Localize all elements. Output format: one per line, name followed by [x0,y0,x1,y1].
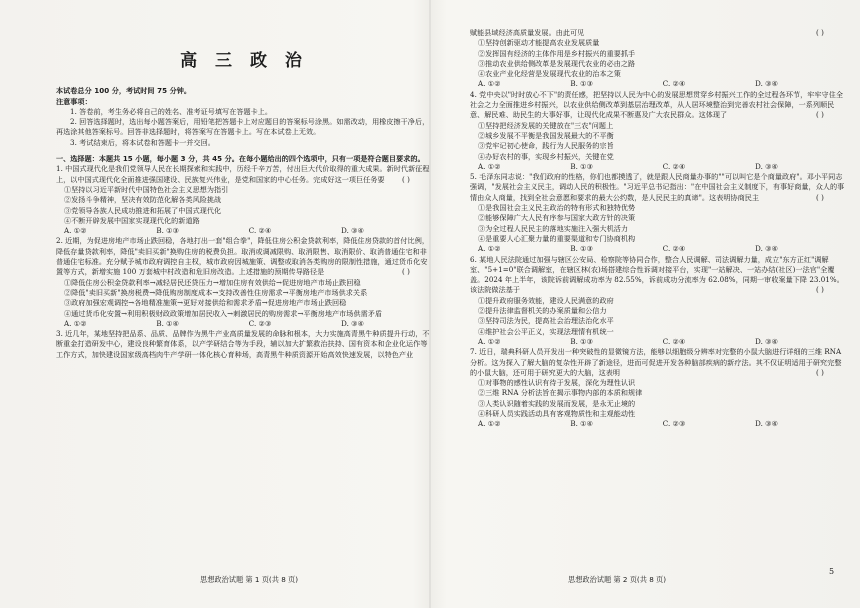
option-d: D. ③④ [755,161,778,171]
option-d: D. ③④ [755,244,778,254]
question-3-stem: 3. 近几年，某地坚持把品系、品质、品牌作为黑牛产业高质量发展的命脉和根本，大力实施高青黑牛种质提升行动，不断重金打造研发中心，建设良种繁育体系，以产学研结合等为手段，辅以加大扩繁救治扶持、国有资本和企业化运作等工作方式，加快建设国家级高档肉牛产学研一体化核心育种场，高青黑牛种质资源开始高效快速发展，以特色产业 [56,329,430,359]
answer-options [470,419,778,429]
option-c: C. ②④ [662,161,686,171]
statement: ④通过货币化安置→利用积极财政政策增加居民收入→刺激居民的购房需求→平衡房地产市场供需矛盾 [64,308,383,318]
question-3-cont: 赋能县域经济高质量发展。由此可见 ( ) [470,28,824,37]
statement: ②三维 RNA 分析法旨在揭示事物内部的本质和规律 [478,388,643,398]
answer-options [470,79,778,89]
statement: ①坚持把经济发展的关键放在"三农"问题上 [478,120,614,130]
question-7 [470,347,846,429]
option-b: B. ①③ [156,226,180,236]
option-b: B. ①③ [570,79,594,89]
statement: ④办好农村的事，实现乡村振兴，关键在党 [478,151,614,161]
option-b: B. ①④ [570,419,594,429]
option-b: B. ①③ [570,336,594,346]
statement: ①坚持创新驱动才能提高农业发展质量 [478,38,600,48]
option-d: D. ③④ [755,336,778,346]
statement: ①提升政府服务效能，建设人民满意的政府 [478,295,614,305]
option-a: A. ①② [478,336,501,346]
question-4 [470,90,846,172]
statement: ①降低住房公积金贷款利率→减轻居民还贷压力→增加住房有效供给→促进房地产市场止跌回稳 [64,277,361,287]
statement: ③政府加强宏观调控→各地精准施策→更好对接供给和需求矛盾→促进房地产市场止跌回稳 [64,298,347,308]
option-c: C. ②④ [662,79,686,89]
option-d: D. ③④ [341,226,364,236]
statement: ④农业产业化经营是发展现代农业的治本之策 [478,69,621,79]
question-stem: 4. 党中央以"时时放心不下"的责任感，把坚持以人民为中心的发展思想贯穿乡村振兴工作的全过程各环节，牢牢守住全社会之力全面推进乡村振兴，以农业供给侧改革到基层治理改革，从人居环境整治到完善农村社会保障，一系列顺民意、解民难、助民生的大事好事，让现代化成果不断惠及广大农民群众。这体现了 ( ) [470,89,843,120]
statement: ④是重要人心汇聚力量的重要渠道和专门协商机构 [478,233,636,243]
exam-intro: 本试卷总分 100 分，考试时间 75 分钟。 [56,86,192,96]
question-5 [470,172,846,254]
option-d: D. ③④ [755,79,778,89]
answer-options [470,244,778,254]
statement: ④科研人员实践活动具有客观物质性和主观能动性 [478,408,636,418]
answer-options [56,319,364,329]
statement: ③坚持司法为民，提高社会治理法治化水平 [478,316,614,326]
option-a: A. ①② [478,79,501,89]
notice-heading: 注意事项： [56,96,92,106]
option-a: A. ①② [64,318,87,328]
statement: ①是我国社会主义民主政治的特有形式和独特优势 [478,203,636,213]
question-stem: 6. 某地人民法院通过加强与辖区公安局、检察院等协同合作，整合人民调解、司法调解力量，成立"东方正红"调解室、"5+1=0"联合调解室，在辖区林(农)场搭建综合性诉调对接平台，实现"一站解决、一站办结(社区)一法官"全覆盖。2024 年上半年，该院诉前调解成功率为 82.55%，诉前成功分流率为 62.08%，同期一审收案量下降 23.01%。该法院做法基于 ( ) [470,254,844,295]
option-b: B. ①④ [156,318,180,328]
answer-options [56,226,364,236]
statement: ③人类认识随着实践的发展而发展，是永无止境的 [478,398,636,408]
question-stem: 1. 中国式现代化是我们党领导人民在长期探索和实践中，历经千辛万苦，付出巨大代价取得的重大成果。新时代新征程上，以中国式现代化全面推进强国建设、民族复兴伟业，是党和国家的中心任务。完成好这一项巨任务要 ( ) [56,164,430,184]
answer-options [470,337,778,347]
option-a: A. ①② [478,161,501,171]
question-stem: 7. 近日，瑞典科研人员开发出一种突破性的显微镜方法，能够以细胞级分辨率对完整的小鼠大脑进行详细的三维 RNA 分析。这为探入了解大脑的复杂性开辟了新途径，进而可促进开发各种脑部疾病的新疗法。其不仅证明适用于研究完整的小鼠大脑，还可用于研究更大的大脑，这表明 ( ) [470,347,842,377]
option-a: A. ①② [64,226,87,236]
statement: ②提升法律监督机关的办案质量和公信力 [478,306,607,316]
question-stem: 5. 毛泽东同志说："我们政府的性格，你们也都摸透了，就是跟人民商量办事的""可以叫它是个商量政府"。邓小平同志强调，"发展社会主义民主，调动人民的积极性。"习近平总书记指出："在中国社会主义制度下，有事好商量，众人的事情由众人商量，找到全社会意愿和要求的最大公约数，是人民民主的真谛"。这表明协商民主 ( ) [470,172,845,202]
option-d: D. ③④ [341,318,364,328]
statement: ③党牢记初心使命，践行为人民服务的宗旨 [478,141,614,151]
option-c: C. ②④ [248,226,272,236]
exam-title: 高 三 政 治 [180,51,308,71]
page-footer-right: 思想政治试题 第 2 页(共 8 页) [568,575,667,584]
question-2 [56,236,432,329]
statement: ③党领导各族人民成功推进和拓展了中国式现代化 [64,205,222,215]
section-heading: 一、选择题：本题共 15 小题，每小题 3 分，共 45 分。在每小题给出的四个选项中，只有一项是符合题目要求的。 [56,154,425,164]
statement: ②发挥国有经济的主体作用是乡村振兴的重要抓手 [478,48,636,58]
statement: ②能够保障广大人民有序参与国家大政方针的决策 [478,213,636,223]
option-c: C. ②④ [662,336,686,346]
statement: ③为全过程人民民主的落地实施注入强大机活力 [478,223,629,233]
statement: ④不断开辟发展中国家实现现代化的新道路 [64,215,200,225]
right-column [470,28,846,430]
option-b: B. ①③ [570,161,594,171]
answer-options [470,162,778,172]
statement: ①坚持以习近平新时代中国特色社会主义思想为指引 [64,184,229,194]
statement: ①对事物的感性认识有待于发展，深化为理性认识 [478,378,636,388]
option-a: A. ①② [478,419,501,429]
statement: ②城乡发展不平衡是我国发展最大的不平衡 [478,130,614,140]
option-c: C. ②③ [662,419,686,429]
question-6 [470,255,846,348]
option-a: A. ①② [478,244,501,254]
statement: ④维护社会公平正义，实现法理情有机统一 [478,326,614,336]
notice-item: 1. 答卷前，考生务必将自己的姓名、准考证号填写在答题卡上。 [70,106,273,116]
option-d: D. ③④ [755,419,778,429]
statement: ②发扬斗争精神，坚决有效防范化解各类风险挑战 [64,195,222,205]
option-c: C. ②④ [662,244,686,254]
notice-item: 2. 回答选择题时，选出每小题答案后，用铅笔把答题卡上对应题目的答案标号涂黑。如需改动，用橡皮擦干净后，再选涂其他答案标号。回答非选择题时，将答案写在答题卡上。写在本试卷上无效。 [56,117,430,137]
question-1 [56,164,432,236]
option-b: B. ①③ [570,244,594,254]
statement: ③推动农业供给侧改革是发展现代农业的必由之路 [478,58,636,68]
statement: ②降低"卖旧买新"换房税费→降低购房制度成本→支持改善性住房需求→平衡房地产市场供求关系 [64,287,368,297]
left-column [56,28,432,360]
page-footer-left: 思想政治试题 第 1 页(共 8 页) [200,575,299,584]
notice-item: 3. 考试结束后，将本试卷和答题卡一并交回。 [70,137,215,147]
option-c: C. ②③ [248,318,272,328]
scan-page-number: 5 [829,567,835,576]
question-stem: 2. 近期，为促进房地产市场止跌回稳，各地打出一套"组合拳"，降低住房公积金贷款利率，降低住房贷款的首付比例，降低存量贷款利率，降低"卖旧买新"换购住房的税费负担。取消或调减限购、取消限售、取消限价、取消普通住宅和非普通住宅标准。充分赋予城市政府调控自主权，城市政府因城施策、调整或取消各类购房的限制性措施，通过货币化安置等方式，新增实施 100 万套城中村改造和危旧房改造。上述措施的预期传导路径是 ( ) [56,236,429,277]
